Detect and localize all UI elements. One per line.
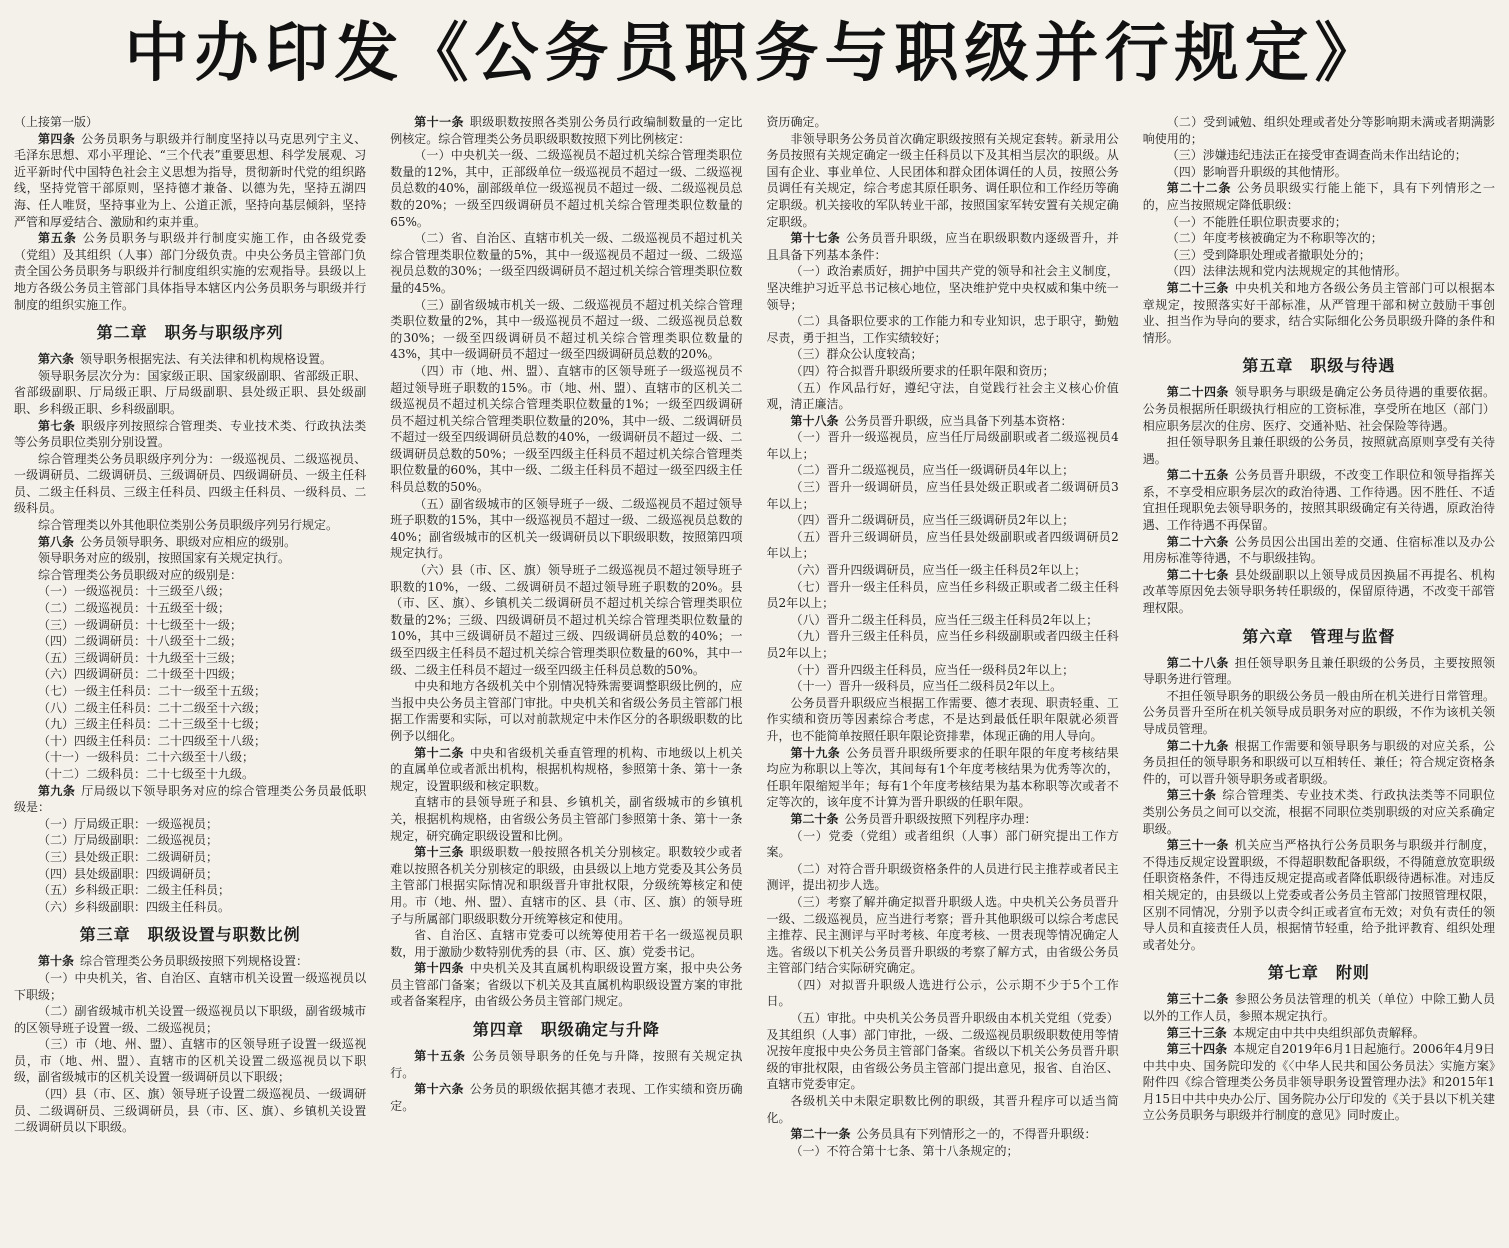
article-number: 第七条 [38,418,76,433]
paragraph-text: 公务员职级实行能上能下，具有下列情形之一的，应当按照规定降低职级： [1142,181,1495,212]
article-paragraph [767,745,1119,811]
article-paragraph [767,811,1119,828]
article-number: 第二十六条 [1166,534,1229,549]
chapter-heading: 第六章 管理与监督 [1242,626,1396,646]
article-number: 第九条 [38,783,76,798]
paragraph-text: （五）三级调研员：十九级至十三级； [38,650,243,665]
paragraph-text: 中央和省级机关垂直管理的机构、市地级以上机关的直属单位或者派出机构，根据机构规格，参照第十条、第十一条规定，设置职级和核定职数。 [390,745,743,793]
article-number: 第十四条 [414,961,464,976]
article-number: 第五条 [38,231,77,246]
paragraph-text: 中央和地方各级机关中个别情况特殊需要调整职级比例的，应当报中央公务员主管部门审批。中央机关和省级公务员主管部门根据工作需要和实际，可以对前款规定中未作区分的各职级职数的比例予以细化。 [390,679,743,743]
paragraph-text: 公务员晋升职级，不改变工作职位和领导指挥关系，不享受相应职务层次的政治待遇、工作待遇。因不胜任、不适宜担任现职免去领导职务的，按照其职级确定有关待遇，原政治待遇、工作待遇不再保留。 [1142,468,1495,533]
article-paragraph [14,832,366,849]
paragraph-text: 综合管理类以外其他职位类别公务员职级序列另行规定。 [38,518,339,533]
paragraph-text: （二）对符合晋升职级资格条件的人员进行民主推荐或者民主测评，提出初步人选。 [766,861,1119,893]
article-paragraph [14,849,366,866]
paragraph-text: （八）晋升二级主任科员，应当任三级主任科员2年以上； [790,612,1099,627]
paragraph-text: （二）二级巡视员：十五级至十级； [38,601,231,616]
paragraph-text: 本规定由中共中央组织部负责解释。 [1232,1025,1425,1040]
paragraph-text: （三）涉嫌违纪违法正在接受审查调查尚未作出结论的； [1166,148,1467,163]
article-number: 第十一条 [414,115,464,129]
paragraph-text: （上接第一版） [14,115,99,129]
article-number: 第十六条 [414,1082,464,1097]
paragraph-text: （四）晋升二级调研员，应当任三级调研员2年以上； [790,513,1075,528]
article-paragraph [767,363,1119,380]
paragraph-text: 综合管理类公务员职级按照下列规格设置： [80,954,309,969]
paragraph-text: （一）中央机关一级、二级巡视员不超过机关综合管理类职位数量的12%，其中，正部级单位一级巡视员不超过一级、二级巡视员总数的40%，副部级单位一级巡视员不超过一级、二级巡视员总数的20%；一级至四级调研员不超过机关综合管理类职位数量的65%。 [390,148,743,229]
paragraph-text: 机关应当严格执行公务员职务与职级并行制度，不得违反规定设置职级，不得超职数配备职级，不得随意放宽职级任职资格条件，不得违反规定提高或者降低职级待遇标准。对违反相关规定的，由县级以上党委或者公务员主管部门按照管理权限，区别不同情况，分别予以责令纠正或者宣布无效；对负有责任的领导人员和直接责任人员，根据情节轻重，给予批评教育、组织处理或者处分。 [1142,838,1495,952]
article-paragraph [767,114,1119,131]
article-paragraph [14,683,366,700]
paragraph-text: 担任领导职务且兼任职级的公务员，主要按照领导职务进行管理。 [1142,655,1495,687]
paragraph-text: 公务员因公出国出差的交通、住宿标准以及办公用房标准等待遇，不与职级挂钩。 [1142,534,1495,566]
paragraph-text: 厅局级以下领导职务对应的综合管理类公务员最低职级是： [14,783,367,815]
paragraph-text: 公务员晋升职级，应当在职级职数内逐级晋升，并且具备下列基本条件： [766,231,1119,262]
article-number: 第二十五条 [1166,468,1229,483]
paragraph-text: （五）晋升三级调研员，应当任县处级副职或者四级调研员2年以上； [766,529,1119,561]
paragraph-text: （四）符合拟晋升职级所要求的任职年限和资历； [790,363,1055,378]
article-paragraph [390,1081,742,1114]
article-paragraph [767,230,1119,263]
article-paragraph [14,666,366,683]
article-paragraph [1143,787,1495,837]
article-paragraph [14,1036,366,1086]
article-paragraph [767,479,1119,512]
paragraph-text: 公务员晋升职级应当根据工作需要、德才表现、职责轻重、工作实绩和资历等因素综合考虑，不是达到最低任职年限就必须晋升，也不能简单按照任职年限论资排辈，体现正确的用人导向。 [766,695,1119,743]
paragraph-text: （十）四级主任科员：二十四级至十八级； [38,733,267,748]
paragraph-text: （九）三级主任科员：二十三级至十七级； [38,717,267,732]
paragraph-text: （四）县（市、区、旗）领导班子设置二级巡视员、一级调研员、二级调研员、三级调研员，县（市、区、旗）、乡镇机关设置二级调研员以下职级。 [14,1087,367,1135]
article-paragraph [14,700,366,717]
article-number: 第八条 [38,534,75,549]
paragraph-text: （十一）晋升一级科员，应当任二级科员2年以上。 [790,679,1063,694]
paragraph-text: （五）副省级城市的区领导班子一级、二级巡视员不超过领导班子职数的15%，其中一级巡视员不超过一级、二级巡视员总数的40%；副省级城市的区机关一级调研员以下职级职数，按照第四项规定执行。 [390,496,743,561]
paragraph-text: （一）厅局级正职：一级巡视员； [38,816,219,831]
article-paragraph [14,351,366,368]
article-paragraph [1143,1041,1495,1124]
article-paragraph [767,413,1119,430]
paragraph-text: （二）年度考核被确定为不称职等次的； [1166,231,1383,246]
article-paragraph [1143,991,1495,1024]
paragraph-text: 公务员具有下列情形之一的，不得晋升职级： [856,1127,1097,1142]
article-paragraph [14,882,366,899]
article-paragraph [14,783,366,816]
article-paragraph [1143,467,1495,533]
article-paragraph [767,628,1119,661]
article-paragraph [767,263,1119,313]
paragraph-text: （十二）二级科员：二十七级至十九级。 [38,766,255,781]
article-paragraph [14,583,366,600]
article-paragraph [390,1048,742,1081]
paragraph-text: （一）不符合第十七条、第十八条规定的； [790,1143,1019,1158]
article-paragraph [767,346,1119,363]
paragraph-text: 参照公务员法管理的机关（单位）中除工勤人员以外的工作人员，参照本规定执行。 [1142,992,1495,1023]
paragraph-text: （七）晋升一级主任科员，应当任乡科级正职或者二级主任科员2年以上； [766,579,1119,611]
paragraph-text: （二）晋升二级巡视员，应当任一级调研员4年以上； [790,463,1075,478]
paragraph-text: （十一）一级科员：二十六级至十八级； [38,750,255,765]
article-columns [14,114,1495,1242]
article-paragraph [390,745,742,795]
paragraph-text: 综合管理类公务员职级对应的级别是： [38,567,243,582]
article-paragraph [14,131,366,231]
paragraph-text: （六）四级调研员：二十级至十四级； [38,667,243,682]
paragraph-text: （一）晋升一级巡视员，应当任厅局级副职或者二级巡视员4年以上； [766,430,1119,461]
chapter-heading: 第七章 附则 [1267,963,1370,983]
article-paragraph [767,861,1119,894]
paragraph-text: 省、自治区、直辖市党委可以统筹使用若干名一级巡视员职数，用于激励少数特别优秀的县（市、区、旗）党委书记。 [390,928,743,959]
paragraph-text: 根据工作需要和领导职务与职级的对应关系，公务员担任的领导职务和职级可以互相转任、兼任；符合规定资格条件的，可以晋升领导职务或者职级。 [1142,738,1495,786]
paragraph-text: （三）群众公认度较高； [790,347,923,362]
article-number: 第二十二条 [1166,181,1232,196]
article-paragraph [1143,1025,1495,1042]
paragraph-text: （三）副省级城市机关一级、二级巡视员不超过机关综合管理类职位数量的2%，其中一级巡视员不超过一级、二级巡视员总数的30%；一级至四级调研员不超过机关综合管理类职位数量的43%，其中一级调研员不超过一级至四级调研员总数的20%。 [390,297,743,362]
paragraph-text: （四）法律法规和党内法规规定的其他情形。 [1166,264,1407,279]
article-number: 第三十四条 [1166,1042,1228,1057]
article-paragraph [767,131,1119,231]
article-number: 第十二条 [414,745,464,760]
paragraph-text: 公务员领导职务、职级对应相应的级别。 [80,534,297,549]
paragraph-text: （五）乡科级正职：二级主任科员； [38,883,231,898]
article-paragraph [14,733,366,750]
paragraph-text: （二）厅局级副职：二级巡视员； [38,833,219,848]
paragraph-text: 资历确定。 [766,115,827,129]
article-paragraph [767,462,1119,479]
article-paragraph [14,970,366,1003]
article-paragraph [767,695,1119,745]
article-paragraph [390,678,742,744]
article-number: 第十五条 [414,1049,466,1064]
paragraph-text: 公务员的职级依据其德才表现、工作实绩和资历确定。 [390,1082,743,1113]
paragraph-text: 直辖市的县领导班子和县、乡镇机关，副省级城市的乡镇机关，根据机构规格，由省级公务员主管部门参照第十条、第十一条规定，研究确定职级设置和比例。 [390,795,743,843]
article-paragraph [767,529,1119,562]
article-number: 第十条 [38,954,75,969]
paragraph-text: 公务员晋升职级所要求的任职年限的年度考核结果均应为称职以上等次，其间每有1个年度考核结果为优秀等次的，任职年限缩短半年；每有1个年度考核结果为基本称职等次或者不定等次的，该年度不计算为晋升职级的任职年限。 [766,745,1119,810]
article-paragraph [390,927,742,960]
article-paragraph [390,960,742,1010]
column-1 [14,114,366,1242]
article-paragraph [767,380,1119,413]
article-paragraph [1143,655,1495,688]
article-paragraph [767,313,1119,346]
article-number: 第二十九条 [1166,738,1229,753]
article-number: 第三十二条 [1166,992,1229,1007]
paragraph-text: （三）一级调研员：十七级至十一级； [38,617,243,632]
article-paragraph [14,600,366,617]
article-paragraph [767,1010,1119,1093]
paragraph-text: （三）晋升一级调研员，应当任县处级正职或者二级调研员3年以上； [766,480,1119,511]
article-number: 第十七条 [790,231,841,246]
article-paragraph [390,363,742,496]
paragraph-text: 中央机关及其直属机构职级设置方案，报中央公务员主管部门备案；省级以下机关及其直属机构职级设置方案的审批或者备案程序，由省级公务员主管部门规定。 [390,961,743,1009]
chapter-heading: 第三章 职级设置与职数比例 [79,925,301,945]
article-number: 第三十一条 [1166,838,1229,853]
paragraph-text: （四）二级调研员：十八级至十二级； [38,634,243,649]
article-number: 第十九条 [790,745,841,760]
paragraph-text: 公务员职务与职级并行制度坚持以马克思列宁主义、毛泽东思想、邓小平理论、“三个代表”重要思想、科学发展观、习近平新时代中国特色社会主义思想为指导，贯彻新时代党的组织路线，坚持党管干部原则，坚持德才兼备、以德为先，坚持五湖四海、任人唯贤，坚持事业为上、公道正派，坚持向基层倾斜，坚持严管和厚爱结合、激励和约束并重。 [14,131,367,229]
article-paragraph [1143,434,1495,467]
paragraph-text: 公务员晋升职级，应当具备下列基本资格： [844,413,1073,428]
article-paragraph [1143,164,1495,181]
paragraph-text: 县处级副职以上领导成员因换届不再提名、机构改革等原因免去领导职务转任职级的，保留原待遇，不改变干部管理权限。 [1142,567,1495,616]
article-paragraph [14,517,366,534]
article-paragraph [14,1003,366,1036]
article-paragraph [767,1126,1119,1143]
paragraph-text: 公务员领导职务的任免与升降，按照有关规定执行。 [390,1049,743,1080]
article-paragraph [767,429,1119,462]
paragraph-text: 领导职务层次分为：国家级正职、国家级副职、省部级正职、省部级副职、厅局级正职、厅局级副职、县处级正职、县处级副职、乡科级正职、乡科级副职。 [14,368,367,416]
article-paragraph [390,147,742,230]
article-number: 第三十三条 [1166,1025,1227,1040]
article-number: 第四条 [38,131,76,146]
article-number: 第二十一条 [790,1127,851,1142]
paragraph-text: 职级职数一般按照各机关分别核定。职数较少或者难以按照各机关分别核定的职级，由县级以上地方党委及其公务员主管部门根据实际情况和职级晋升审批权限，分级统筹核定和使用。市（地、州、盟）、直辖市的区、县（市、区、旗）的领导班子与所属部门职级职数分开统筹核定和使用。 [390,845,743,926]
article-paragraph [14,866,366,883]
paragraph-text: 综合管理类、专业技术类、行政执法类等不同职位类别公务员之间可以交流，根据不同职位类别职级的对应关系确定职级。 [1142,788,1495,836]
paragraph-text: （四）影响晋升职级的其他情形。 [1166,164,1347,179]
article-paragraph [767,662,1119,679]
article-paragraph [1143,534,1495,567]
article-number: 第三十条 [1166,788,1217,803]
paragraph-text: （一）政治素质好，拥护中国共产党的领导和社会主义制度，坚决维护习近平总书记核心地位，坚决维护党中央权威和集中统一领导； [766,264,1119,312]
paragraph-text: 领导职务对应的级别，按照国家有关规定执行。 [38,551,291,566]
article-paragraph [14,633,366,650]
article-paragraph [14,1086,366,1136]
article-paragraph [1143,280,1495,346]
chapter-heading: 第四章 职级确定与升降 [472,1020,660,1040]
article-paragraph [1143,214,1495,231]
column-3 [767,114,1119,1242]
article-paragraph [767,579,1119,612]
paragraph-text: 综合管理类公务员职级序列分为：一级巡视员、二级巡视员、一级调研员、二级调研员、三级调研员、四级调研员、一级主任科员、二级主任科员、三级主任科员、四级主任科员、一级科员、二级科员。 [14,451,367,516]
paragraph-text: 非领导职务公务员首次确定职级按照有关规定套转。新录用公务员按照有关规定确定一级主任科员以下及其相当层次的职级。从国有企业、事业单位、人民团体和群众团体调任的人员，按照公务员调任有关规定，综合考虑其原任职务、调任职位和工作经历等确定职级。机关接收的军队转业干部，按照国家军转安置有关规定确定职级。 [766,131,1119,229]
paragraph-text: 领导职务根据宪法、有关法律和机构规格设置。 [80,352,333,367]
paragraph-text: 职级序列按照综合管理类、专业技术类、行政执法类等公务员职位类别分别设置。 [14,418,367,450]
paragraph-text: 担任领导职务且兼任职级的公务员，按照就高原则享受有关待遇。 [1142,435,1495,466]
article-number: 第十三条 [414,845,464,860]
article-paragraph [1143,837,1495,953]
column-2 [390,114,742,1242]
article-paragraph [390,496,742,562]
article-paragraph [14,550,366,567]
article-paragraph [1143,230,1495,247]
paragraph-text: （三）受到降职处理或者撤职处分的； [1166,247,1371,262]
article-paragraph [14,418,366,451]
paragraph-text: 各级机关中未限定职数比例的职级，其晋升程序可以适当简化。 [766,1094,1119,1125]
paragraph-text: （一）不能胜任职位职责要求的； [1166,214,1347,229]
article-paragraph [767,562,1119,579]
paragraph-text: （四）对拟晋升职级人选进行公示，公示期不少于5个工作日。 [766,977,1119,1009]
article-paragraph [390,794,742,844]
article-paragraph [1143,384,1495,434]
paragraph-text: （三）考察了解并确定拟晋升职级人选。中央机关公务员晋升一级、二级巡视员，应当进行考察；晋升其他职级可以综合考虑民主推荐、民主测评与平时考核、年度考核、一贯表现等情况确定人选。省级以下机关公务员晋升职级的考察了解方式，由省级公务员主管部门结合实际研究确定。 [766,894,1119,976]
article-paragraph [14,749,366,766]
paragraph-text: （五）作风品行好，遵纪守法，自觉践行社会主义核心价值观，清正廉洁。 [766,380,1119,412]
article-paragraph [14,567,366,584]
column-4 [1143,114,1495,1242]
article-paragraph [390,844,742,927]
article-paragraph [1143,180,1495,213]
article-number: 第二十八条 [1166,655,1229,670]
article-paragraph [1143,738,1495,788]
article-number: 第二十条 [790,811,839,826]
article-paragraph [14,899,366,916]
article-paragraph [1143,567,1495,617]
paragraph-text: （一）一级巡视员：十三级至八级； [38,584,231,599]
article-number: 第十八条 [790,413,839,428]
paragraph-text: （二）具备职位要求的工作能力和专业知识，忠于职守，勤勉尽责，勇于担当，工作实绩较好； [766,314,1119,345]
article-paragraph [1143,688,1495,738]
article-paragraph [1143,247,1495,264]
article-paragraph [767,512,1119,529]
article-paragraph [767,678,1119,695]
article-paragraph [14,534,366,551]
paragraph-text: （六）县（市、区、旗）领导班子二级巡视员不超过领导班子职数的10%，一级、二级调研员不超过领导班子职数的20%。县（市、区、旗）、乡镇机关二级调研员不超过机关综合管理类职位数量的2%；三级、四级调研员不超过机关综合管理类职位数量的10%，其中三级调研员不超过三级、四级调研员总数的40%；一级至四级主任科员不超过机关综合管理类职位数量的60%，其中一级、二级主任科员不超过一级至四级主任科员总数的50%。 [390,563,743,677]
article-paragraph [14,953,366,970]
article-paragraph [767,977,1119,1010]
paragraph-text: （三）县处级正职：二级调研员； [38,849,219,864]
article-paragraph [14,816,366,833]
paragraph-text: 不担任领导职务的职级公务员一般由所在机关进行日常管理。公务员晋升至所在机关领导成员职务对应的职级，不作为该机关领导成员管理。 [1142,688,1495,736]
article-paragraph [14,766,366,783]
article-paragraph [14,617,366,634]
article-paragraph [767,1093,1119,1126]
paragraph-text: 职级职数按照各类别公务员行政编制数量的一定比例核定。综合管理类公务员职级职数按照下列比例核定： [390,115,743,146]
article-paragraph [14,230,366,313]
article-paragraph [14,451,366,517]
article-paragraph [390,230,742,296]
paragraph-text: （九）晋升三级主任科员，应当任乡科级副职或者四级主任科员2年以上； [766,629,1119,660]
paragraph-text: （四）县处级副职：四级调研员； [38,866,219,881]
chapter-heading: 第五章 职级与待遇 [1242,356,1396,376]
chapter-heading: 第二章 职务与职级序列 [96,323,284,343]
article-paragraph [14,114,366,131]
article-paragraph [1143,114,1495,147]
paragraph-text: （二）省、自治区、直辖市机关一级、二级巡视员不超过机关综合管理类职位数量的5%，其中一级巡视员不超过一级、二级巡视员总数的30%；一级至四级调研员不超过机关综合管理类职位数量的45%。 [390,231,743,295]
article-paragraph [14,650,366,667]
paragraph-text: （四）市（地、州、盟）、直辖市的区领导班子一级巡视员不超过领导班子职数的15%。市（地、州、盟）、直辖市的区机关二级巡视员不超过机关综合管理类职位数量的1%；一级至四级调研员不超过机关综合管理类职位数量的20%，其中一级、二级调研员不超过一级至四级调研员总数的40%，一级调研员不超过一级、二级调研员总数的50%；一级至四级主任科员不超过机关综合管理类职位数量的60%，其中一级、二级主任科员不超过一级至四级主任科员总数的50%。 [390,363,743,495]
paragraph-text: 领导职务与职级是确定公务员待遇的重要依据。公务员根据所任职级执行相应的工资标准，享受所在地区（部门）相应职务层次的住房、医疗、交通补贴、社会保险等待遇。 [1142,385,1495,433]
paragraph-text: （二）副省级城市机关设置一级巡视员以下职级，副省级城市的区领导班子设置一级、二级巡视员； [14,1004,367,1035]
paragraph-text: 本规定自2019年6月1日起施行。2006年4月9日中共中央、国务院印发的《〈中华人民共和国公务员法〉实施方案》附件四《综合管理类公务员非领导职务设置管理办法》和2015年1月15日中共中央办公厅、国务院办公厅印发的《关于县以下机关建立公务员职务与职级并行制度的意见》同时废止。 [1142,1042,1495,1123]
paragraph-text: 公务员职务与职级并行制度实施工作，由各级党委（党组）及其组织（人事）部门分级负责。中央公务员主管部门负责全国公务员职务与职级并行制度组织实施的宏观指导。县级以上地方各级公务员主管部门具体指导本辖区内公务员职务与职级并行制度的组织实施工作。 [14,231,367,312]
paragraph-text: （三）市（地、州、盟）、直辖市的区领导班子设置一级巡视员，市（地、州、盟）、直辖市的区机关设置二级巡视员以下职级，副省级城市的区机关设置一级调研员以下职级； [14,1037,367,1085]
paragraph-text: 中央机关和地方各级公务员主管部门可以根据本章规定，按照落实好干部标准，从严管理干部和树立鼓励干事创业、担当作为导向的要求，结合实际细化公务员职级升降的条件和情形。 [1142,280,1495,345]
paragraph-text: 公务员晋升职级按照下列程序办理： [844,811,1037,826]
article-number: 第二十七条 [1166,567,1229,582]
paragraph-text: （一）中央机关，省、自治区、直辖市机关设置一级巡视员以下职级； [14,970,367,1002]
article-paragraph [1143,147,1495,164]
article-paragraph [767,1143,1119,1160]
article-number: 第六条 [38,352,75,367]
article-paragraph [767,828,1119,861]
paragraph-text: （一）党委（党组）或者组织（人事）部门研究提出工作方案。 [766,828,1119,860]
paragraph-text: （六）乡科级副职：四级主任科员。 [38,899,231,914]
article-number: 第二十四条 [1166,385,1229,400]
paragraph-text: （八）二级主任科员：二十二级至十六级； [38,700,267,715]
article-paragraph [390,562,742,678]
paragraph-text: （十）晋升四级主任科员，应当任一级科员2年以上； [790,662,1075,677]
article-paragraph [767,894,1119,977]
article-paragraph [390,114,742,147]
paragraph-text: （五）审批。中央机关公务员晋升职级由本机关党组（党委）及其组织（人事）部门审批，一级、二级巡视员职级职数使用等情况按年度报中央公务员主管部门备案。省级以下机关公务员晋升职级的审批权限，由省级公务员主管部门提出意见，报省、自治区、直辖市党委审定。 [766,1011,1119,1092]
article-paragraph [1143,263,1495,280]
article-paragraph [767,612,1119,629]
article-paragraph [14,368,366,418]
article-paragraph [390,297,742,363]
paragraph-text: （七）一级主任科员：二十一级至十五级； [38,684,267,698]
paragraph-text: （二）受到诫勉、组织处理或者处分等影响期未满或者期满影响使用的； [1142,115,1495,146]
headline: 中办印发《公务员职务与职级并行规定》 [124,17,1385,91]
paragraph-text: （六）晋升四级调研员，应当任一级主任科员2年以上； [790,563,1087,578]
article-paragraph [14,716,366,733]
article-number: 第二十三条 [1166,280,1229,295]
